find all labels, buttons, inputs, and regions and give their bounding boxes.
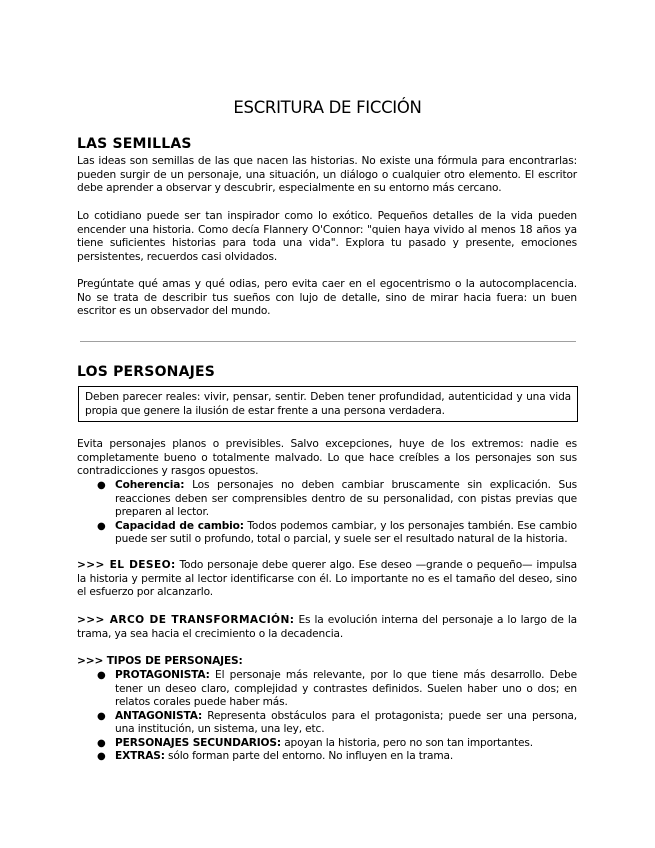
item-text: apoyan la historia, pero no son tan importantes. (280, 736, 534, 749)
paragraph-arco (77, 614, 577, 641)
item-label: PROTAGONISTA: (115, 669, 210, 681)
item-label: ANTAGONISTA: (115, 709, 203, 722)
list-item (77, 669, 577, 710)
list-item (77, 737, 577, 751)
list-item (77, 479, 577, 520)
bullet-icon: ● (97, 670, 106, 681)
bullet-icon: ● (97, 751, 106, 762)
paragraph: Lo cotidiano puede ser tan inspirador como lo exótico. Pequeños detalles de la vida pueden encender una historia. Como decía Flannery O'Connor: "quien haya vivido al menos 18 años ya tiene suficientes historias para toda una vida". Explora tu pasado y presente, emociones persistentes, recuerdos casi olvidados. (77, 210, 577, 263)
list-item (77, 750, 577, 764)
item-label: PERSONAJES SECUNDARIOS: (115, 736, 281, 749)
section-divider (80, 341, 576, 342)
bullet-icon: ● (97, 520, 106, 532)
arco-label: >>> ARCO DE TRANSFORMACIÓN: (77, 614, 295, 626)
item-text: sólo forman parte del entorno. No influyen en la trama. (164, 750, 454, 762)
item-text: Los personajes no deben cambiar bruscamente sin explicación. Sus reacciones deben ser comprensibles dentro de su personalidad, con pistas previas que preparen al lector. (115, 479, 577, 518)
item-label: Coherencia: (115, 479, 185, 491)
arco-text: Es la evolución interna del personaje a lo largo de la trama, ya sea hacia el crecimiento o la decadencia. (77, 614, 577, 640)
tipos-label: >>> TIPOS DE PERSONAJES: (77, 655, 243, 667)
item-text: Todos podemos cambiar, y los personajes también. Ese cambio puede ser sutil o profundo, total o parcial, y suele ser el resultado natural de la historia. (115, 519, 577, 545)
bullet-icon: ● (97, 710, 106, 722)
deseo-label: >>> EL DESEO: (77, 559, 176, 571)
list-item (77, 520, 577, 547)
item-text: Representa obstáculos para el protagonista; puede ser una persona, una institución, un sistema, una ley, etc. (115, 709, 577, 735)
item-label: Capacidad de cambio: (115, 519, 244, 532)
item-label: EXTRAS: (115, 750, 165, 762)
bullet-list-traits (77, 479, 577, 547)
tipos-heading (77, 655, 577, 669)
paragraph-deseo (77, 559, 577, 600)
paragraph: Las ideas son semillas de las que nacen las historias. No existe una fórmula para encontrarlas: pueden surgir de un personaje, una situación, un diálogo o cualquier otro elemento. El escritor debe aprender a observar y descubrir, especialmente en su entorno más cercano. (77, 155, 577, 194)
bullet-icon: ● (97, 737, 106, 749)
highlight-box: Deben parecer reales: vivir, pensar, sentir. Deben tener profundidad, autenticidad y una vida propia que genere la ilusión de estar frente a una persona verdadera. (78, 386, 578, 422)
document-title: ESCRITURA DE FICCIÓN (233, 98, 422, 117)
item-text: El personaje más relevante, por lo que tiene más desarrollo. Debe tener un deseo claro, complejidad y contrastes definidos. Suelen haber uno o dos; en relatos corales puede haber más. (115, 669, 577, 708)
paragraph: Evita personajes planos o previsibles. Salvo excepciones, huye de los extremos: nadie es completamente bueno o totalmente malvado. Lo que hace creíbles a los personajes son sus contradicciones y rasgos opuestos. (77, 438, 577, 477)
list-item (77, 710, 577, 737)
deseo-text: Todo personaje debe querer algo. Ese deseo —grande o pequeño— impulsa la historia y permite al lector identificarse con él. Lo importante no es el tamaño del deseo, sino el esfuerzo por alcanzarlo. (77, 559, 577, 598)
bullet-list-tipos (77, 669, 577, 764)
section-heading-personajes: LOS PERSONAJES (77, 364, 216, 380)
section-heading-semillas: LAS SEMILLAS (77, 136, 192, 152)
paragraph: Pregúntate qué amas y qué odias, pero evita caer en el egocentrismo o la autocomplacencia. No se trata de describir tus sueños con lujo de detalle, sino de mirar hacia fuera: un buen escritor es un observador del mundo. (77, 278, 577, 317)
bullet-icon: ● (97, 480, 106, 491)
